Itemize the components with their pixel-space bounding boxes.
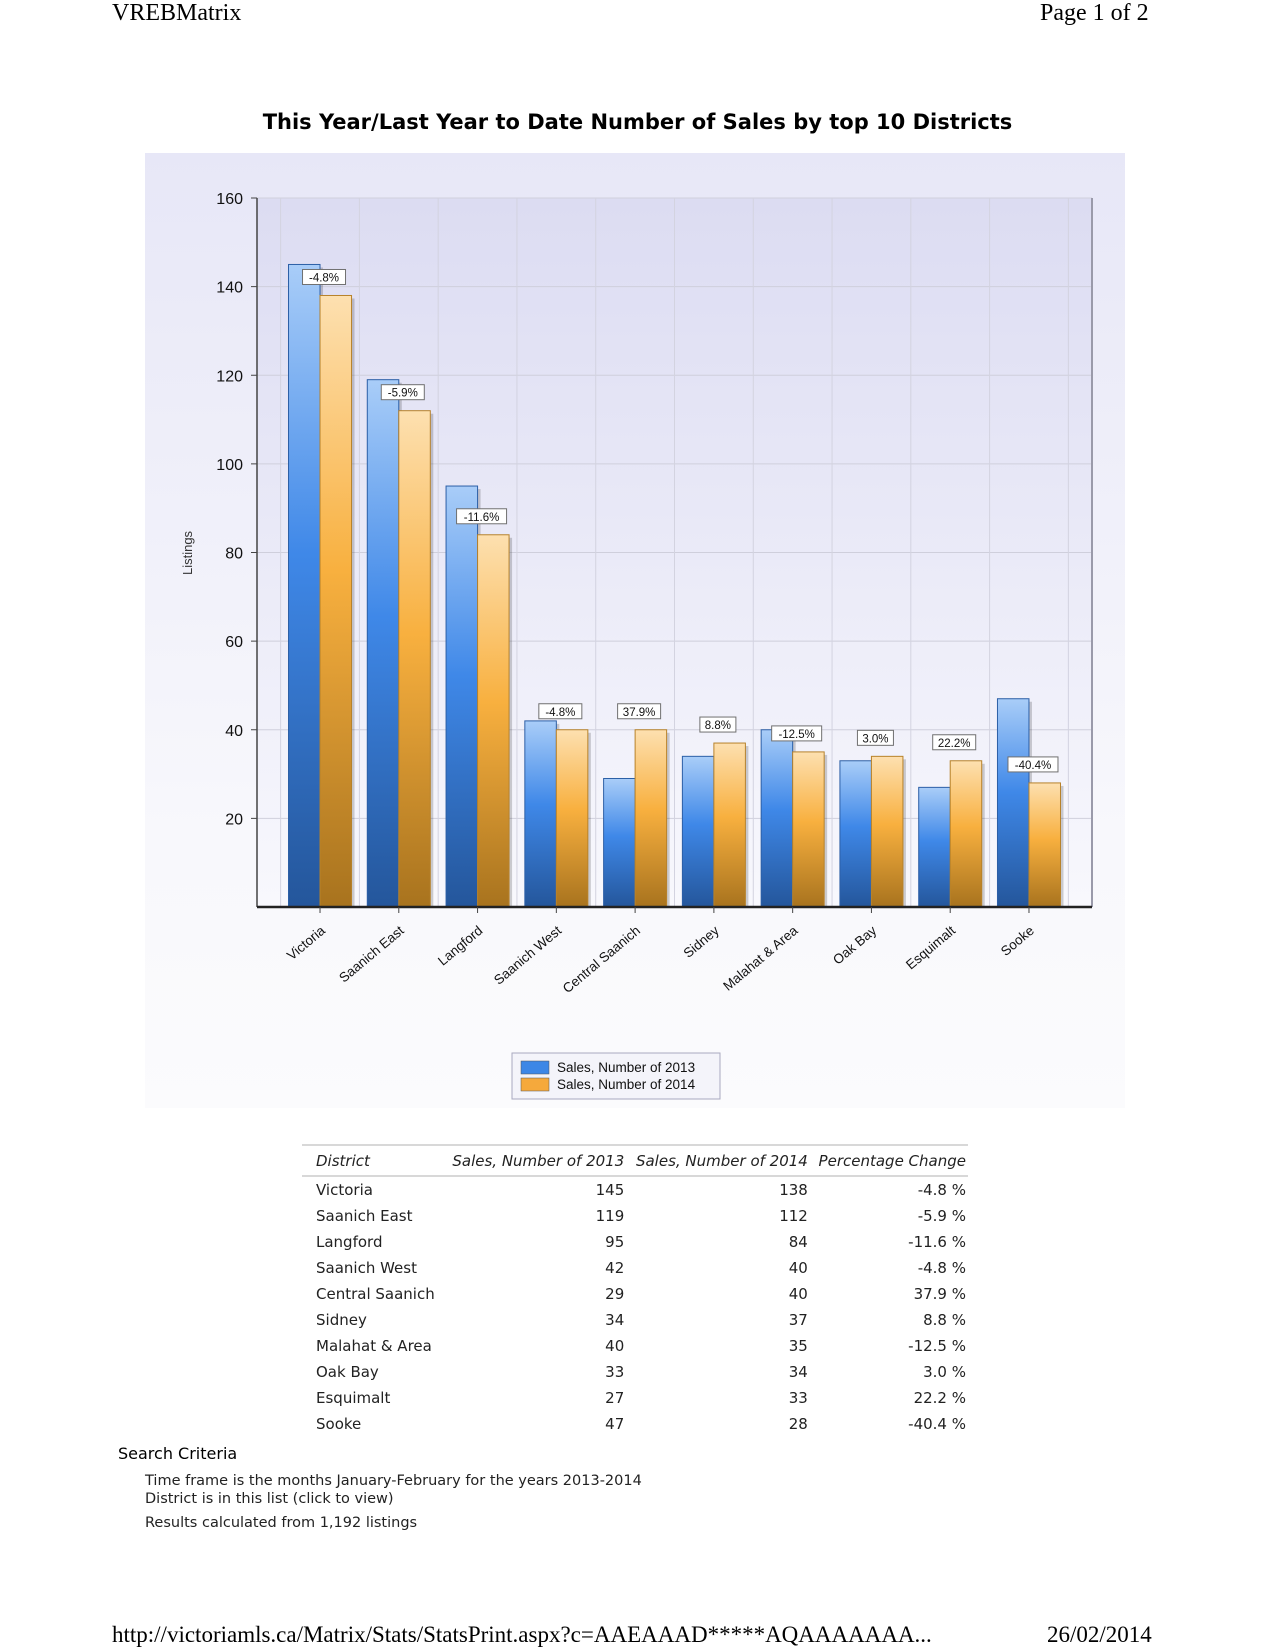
percentage-change-cell: -11.6 % (908, 1233, 966, 1251)
bar-2014 (793, 752, 825, 907)
sales-2014-cell: 40 (788, 1259, 808, 1277)
percentage-change-cell: -12.5 % (908, 1337, 966, 1355)
bar-2013 (761, 730, 793, 907)
x-tick-label: Central Saanich (559, 922, 644, 997)
print-header-page-number: Page 1 of 2 (1040, 0, 1149, 26)
chart-title: This Year/Last Year to Date Number of Sales by top 10 Districts (262, 110, 1013, 134)
table-row (302, 1359, 968, 1385)
print-footer-date: 26/02/2014 (1047, 1622, 1152, 1647)
table-header-district: District (302, 1145, 443, 1176)
table-row (302, 1385, 968, 1411)
table-row (302, 1411, 968, 1437)
criteria-district-link[interactable]: District is in this list (click to view) (145, 1491, 394, 1507)
table-header-2013: Sales, Number of 2013 (443, 1145, 627, 1176)
sales-2014-cell: 112 (779, 1207, 808, 1225)
x-tick-label: Oak Bay (830, 922, 880, 968)
bar-2014 (635, 730, 667, 907)
x-tick-label: Malahat & Area (720, 922, 801, 994)
sales-2013-cell: 34 (605, 1311, 625, 1329)
legend-swatch-2014 (521, 1078, 549, 1091)
bar-2013 (367, 380, 399, 907)
data-label: -11.6% (463, 511, 500, 524)
bar-2014 (950, 761, 982, 907)
percentage-change-cell: -40.4 % (908, 1415, 966, 1433)
bar-2014 (478, 535, 510, 907)
y-tick-label: 60 (225, 634, 243, 652)
district-cell: Victoria (316, 1181, 373, 1199)
data-label: -12.5% (778, 728, 815, 741)
x-tick-label: Langford (435, 922, 486, 969)
print-header-app-name: VREBMatrix (112, 0, 242, 26)
sales-2014-cell: 35 (788, 1337, 808, 1355)
y-tick-label: 80 (225, 545, 243, 563)
y-tick-label: 100 (216, 456, 243, 474)
percentage-change-cell: 22.2 % (913, 1389, 966, 1407)
bar-2014 (320, 295, 352, 907)
data-label: -4.8% (545, 706, 576, 719)
data-label: -5.9% (387, 387, 418, 400)
data-label: -4.8% (308, 272, 340, 285)
sales-2014-cell: 28 (788, 1415, 808, 1433)
x-tick-label: Victoria (284, 922, 328, 964)
percentage-change-cell: -4.8 % (917, 1181, 966, 1199)
table-header-2014: Sales, Number of 2014 (626, 1145, 810, 1176)
table-row (302, 1229, 968, 1255)
x-tick-label: Sidney (680, 922, 722, 961)
x-tick-label: Saanich West (491, 922, 565, 988)
district-cell: Malahat & Area (316, 1337, 432, 1355)
table-row (302, 1307, 968, 1333)
bar-2013 (525, 721, 557, 907)
data-label: 37.9% (622, 706, 656, 719)
sales-2013-cell: 47 (605, 1415, 625, 1433)
y-tick-label: 140 (216, 279, 243, 297)
sales-2013-cell: 42 (605, 1259, 625, 1277)
bar-2013 (604, 778, 636, 907)
district-cell: Sooke (316, 1415, 362, 1433)
sales-2013-cell: 33 (605, 1363, 625, 1381)
legend-label-2013: Sales, Number of 2013 (557, 1060, 696, 1075)
data-label: 8.8% (704, 720, 731, 733)
sales-2014-cell: 84 (788, 1233, 808, 1251)
sales-2014-cell: 138 (779, 1181, 808, 1199)
table-row (302, 1176, 968, 1203)
bar-2013 (997, 699, 1029, 907)
y-tick-label: 160 (216, 191, 243, 208)
sales-bar-chart (145, 153, 1125, 1108)
district-cell: Esquimalt (316, 1389, 391, 1407)
bar-2013 (682, 756, 714, 907)
sales-2013-cell: 119 (595, 1207, 625, 1225)
y-tick-label: 40 (225, 722, 243, 740)
criteria-results-count: Results calculated from 1,192 listings (145, 1515, 418, 1531)
percentage-change-cell: -4.8 % (917, 1259, 966, 1277)
sales-2013-cell: 145 (595, 1181, 625, 1199)
criteria-time-frame: Time frame is the months January-February for the years 2013-2014 (145, 1473, 642, 1489)
bar-2014 (556, 730, 588, 907)
district-cell: Saanich West (316, 1259, 417, 1277)
sales-2013-cell: 40 (605, 1337, 625, 1355)
table-row (302, 1255, 968, 1281)
percentage-change-cell: 8.8 % (923, 1311, 966, 1329)
bar-2013 (919, 787, 951, 907)
bar-2014 (399, 411, 431, 907)
bar-2013 (840, 761, 872, 907)
district-cell: Langford (316, 1233, 383, 1251)
bar-2014 (871, 756, 903, 907)
table-row (302, 1333, 968, 1359)
search-criteria-title: Search Criteria (118, 1444, 238, 1463)
data-label: -40.4% (1014, 759, 1052, 772)
table-row (302, 1281, 968, 1307)
percentage-change-cell: -5.9 % (917, 1207, 966, 1225)
district-cell: Saanich East (316, 1207, 413, 1225)
sales-2014-cell: 40 (788, 1285, 808, 1303)
x-tick-label: Sooke (997, 922, 1037, 959)
x-tick-label: Esquimalt (903, 922, 959, 973)
sales-2013-cell: 27 (605, 1389, 625, 1407)
percentage-change-cell: 37.9 % (913, 1285, 966, 1303)
sales-2013-cell: 29 (605, 1285, 625, 1303)
y-tick-label: 120 (216, 368, 243, 386)
bar-2013 (289, 264, 321, 907)
table-header-change: Percentage Change (810, 1145, 968, 1176)
bar-2014 (714, 743, 746, 907)
sales-table (302, 1144, 968, 1437)
district-cell: Sidney (316, 1311, 367, 1329)
data-label: 3.0% (862, 733, 889, 746)
sales-2014-cell: 37 (788, 1311, 808, 1329)
bar-2013 (446, 486, 478, 907)
sales-2014-cell: 34 (788, 1363, 808, 1381)
chart-legend (512, 1053, 720, 1099)
print-footer-url: http://victoriamls.ca/Matrix/Stats/StatsPrint.aspx?c=AAEAAAD*****AQAAAAAAA... (112, 1622, 932, 1647)
legend-label-2014: Sales, Number of 2014 (557, 1077, 696, 1092)
sales-2013-cell: 95 (605, 1233, 625, 1251)
bar-2014 (1029, 783, 1061, 907)
x-tick-label: Saanich East (336, 922, 407, 986)
district-cell: Central Saanich (316, 1285, 435, 1303)
district-cell: Oak Bay (316, 1363, 379, 1381)
percentage-change-cell: 3.0 % (923, 1363, 966, 1381)
y-axis-title: Listings (180, 530, 195, 576)
sales-2014-cell: 33 (788, 1389, 808, 1407)
table-header-row (302, 1145, 968, 1176)
legend-swatch-2013 (521, 1061, 549, 1074)
data-label: 22.2% (937, 737, 971, 750)
table-row (302, 1203, 968, 1229)
y-tick-label: 20 (225, 811, 243, 829)
